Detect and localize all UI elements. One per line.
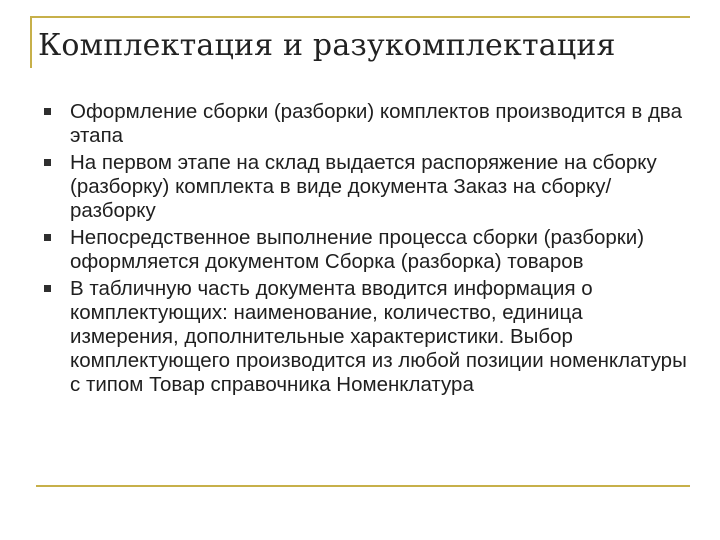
bullet-item — [44, 277, 694, 397]
bottom-divider-line — [36, 485, 690, 487]
slide-title: Комплектация и разукомплектация — [38, 28, 616, 63]
bullet-item — [44, 151, 694, 223]
bullet-list — [44, 100, 694, 400]
square-bullet-icon — [44, 108, 51, 115]
square-bullet-icon — [44, 159, 51, 166]
bullet-text: В табличную часть документа вводится информация о комплектующих: наименование, количество, единица измерения, дополнительные характеристики. Выбор комплектующего производится из любой позиции номенклатуры с типом Товар справочника Номенклатура — [70, 277, 687, 396]
bullet-text: Оформление сборки (разборки) комплектов производится в два этапа — [70, 100, 682, 147]
square-bullet-icon — [44, 285, 51, 292]
bullet-text: Непосредственное выполнение процесса сборки (разборки) оформляется документом Сборка (разборка) товаров — [70, 226, 645, 273]
left-accent-line — [30, 16, 32, 68]
bullet-text: На первом этапе на склад выдается распоряжение на сборку (разборку) комплекта в виде документа Заказ на сборку/разборку — [70, 151, 657, 222]
bullet-item — [44, 100, 694, 148]
top-divider-line — [30, 16, 690, 18]
bullet-item — [44, 226, 694, 274]
square-bullet-icon — [44, 234, 51, 241]
